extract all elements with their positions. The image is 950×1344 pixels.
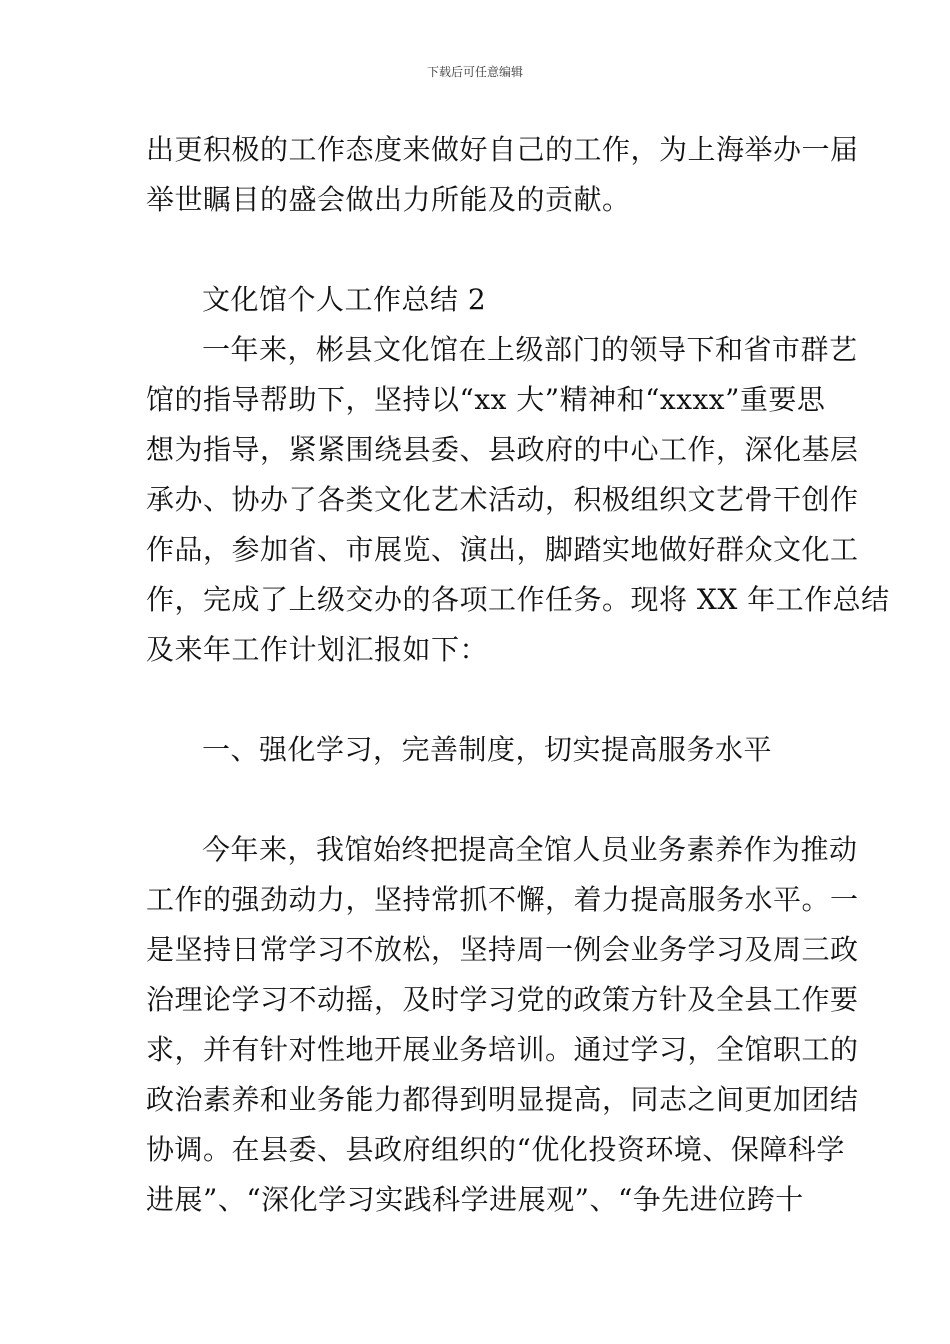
paragraph-line: 及来年工作计划汇报如下： [146,633,489,666]
paragraph-line: 是坚持日常学习不放松，坚持周一例会业务学习及周三政 [146,933,859,966]
paragraph-line: 作，完成了上级交办的各项工作任务。现将 XX 年工作总结 [146,583,890,616]
page-header: 下载后可任意编辑 [426,65,523,79]
paragraph-line: 工作的强劲动力，坚持常抓不懈，着力提高服务水平。一 [146,883,859,916]
section-title: 文化馆个人工作总结 2 [202,283,487,316]
paragraph-line: 一年来，彬县文化馆在上级部门的领导下和省市群艺 [202,333,858,366]
paragraph-line: 协调。在县委、县政府组织的“优化投资环境、保障科学 [146,1133,845,1166]
paragraph-line: 求，并有针对性地开展业务培训。通过学习，全馆职工的 [146,1033,859,1066]
paragraph-line: 出更积极的工作态度来做好自己的工作，为上海举办一届 [146,133,859,166]
paragraph-line: 作品，参加省、市展览、演出，脚踏实地做好群众文化工 [146,533,859,566]
paragraph-line: 治理论学习不动摇，及时学习党的政策方针及全县工作要 [146,983,859,1016]
paragraph-line: 政治素养和业务能力都得到明显提高，同志之间更加团结 [146,1083,859,1116]
paragraph-line: 进展”、“深化学习实践科学进展观”、“争先进位跨十 [146,1183,804,1216]
paragraph-line: 今年来，我馆始终把提高全馆人员业务素养作为推动 [202,833,858,866]
paragraph-line: 馆的指导帮助下，坚持以“xx 大”精神和“xxxx”重要思 [146,383,826,416]
paragraph-line: 举世瞩目的盛会做出力所能及的贡献。 [146,183,631,216]
section-heading: 一、强化学习，完善制度，切实提高服务水平 [202,733,773,766]
paragraph-line: 承办、协办了各类文化艺术活动，积极组织文艺骨干创作 [146,483,859,516]
paragraph-line: 想为指导，紧紧围绕县委、县政府的中心工作，深化基层 [146,433,859,466]
